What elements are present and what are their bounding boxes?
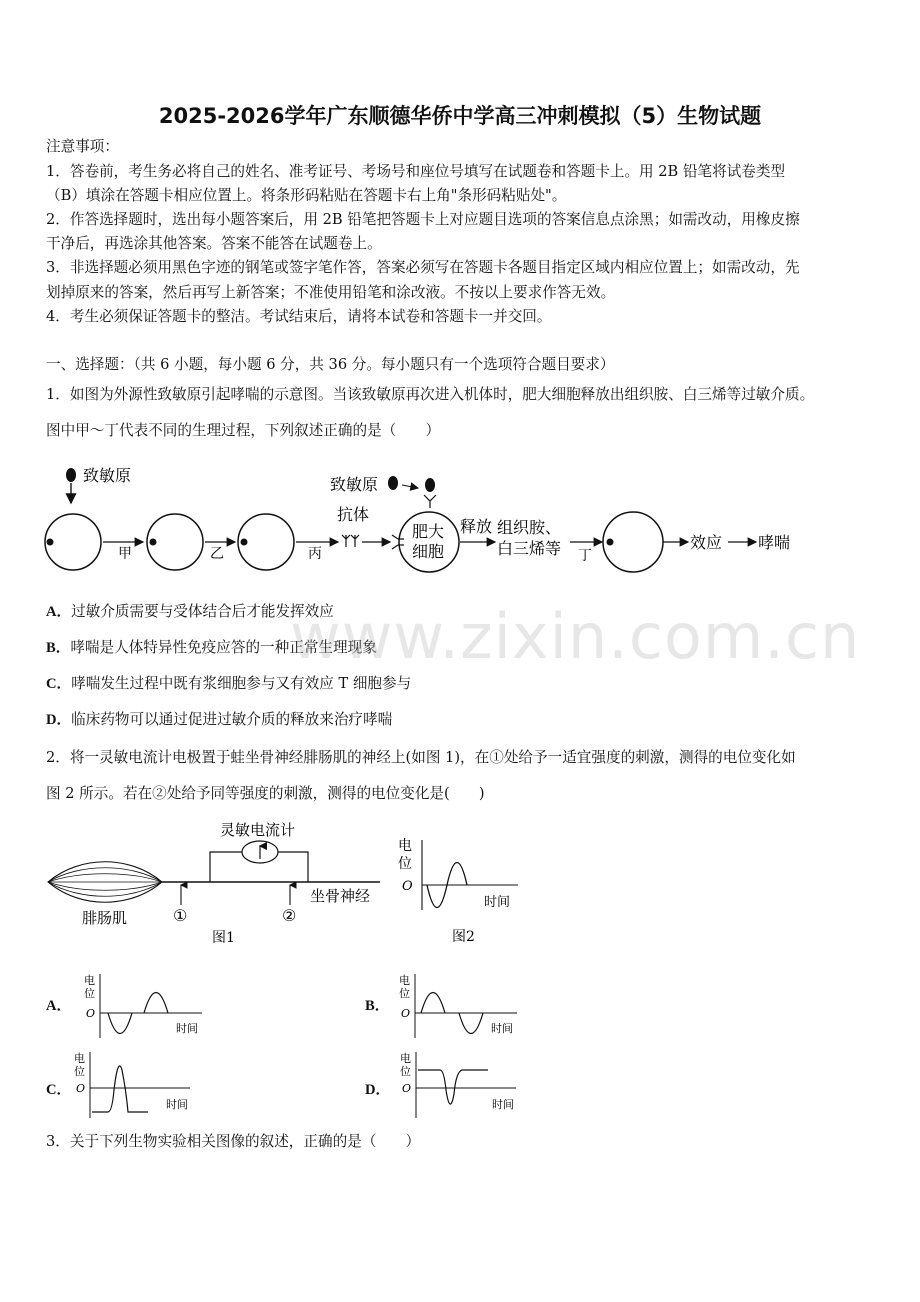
y-axis-label: 位 xyxy=(400,1065,411,1078)
notice-line: 干净后，再选涂其他答案。答案不能答在试题卷上。 xyxy=(46,235,382,252)
option-letter: B． xyxy=(365,998,390,1014)
point-2-label: ② xyxy=(282,906,297,925)
option-text: 哮喘发生过程中既有浆细胞参与又有效应 T 细胞参与 xyxy=(71,675,412,692)
release-label: 释放 xyxy=(460,517,493,536)
notice-line: 3．非选择题必须用黑色字迹的钢笔或签字笔作答，答案必须写在答题卡各题目指定区域内相应位置上；如需改动，先 xyxy=(46,259,800,276)
option-d[interactable] xyxy=(46,710,392,730)
notice-line: 2．作答选择题时，选出每小题答案后，用 2B 铅笔把答题卡上对应题目选项的答案信息点涂黑；如需改动，用橡皮擦 xyxy=(46,211,800,228)
origin-label: O xyxy=(401,1007,411,1020)
allergen-dot xyxy=(66,468,76,482)
option-letter: D． xyxy=(46,712,72,728)
step-jia-label: 甲 xyxy=(118,546,132,562)
mediator-label: 组织胺、 xyxy=(497,518,562,537)
option-b-graph xyxy=(395,970,525,1040)
watermark: www.zixin.com.cn xyxy=(290,600,861,673)
notice-line: 1．答卷前，考生务必将自己的姓名、准考证号、考场号和座位号填写在试题卷和答题卡上。用 2B 铅笔将试卷类型 xyxy=(46,163,786,180)
nerve-label: 坐骨神经 xyxy=(310,887,371,905)
option-d-graph xyxy=(398,1050,528,1120)
x-axis-label: 时间 xyxy=(176,1022,198,1035)
y-axis-label: 位 xyxy=(399,987,410,1000)
figure-1-caption: 图1 xyxy=(212,930,235,946)
option-letter: D． xyxy=(365,1082,391,1098)
receptor-icon xyxy=(392,535,404,549)
y-axis-label: 电 xyxy=(74,1052,85,1065)
figure-2-caption: 图2 xyxy=(452,929,475,945)
y-axis-label: 电 xyxy=(399,974,410,987)
notice-line: 4．考生必须保证答题卡的整洁。考试结束后，请将本试卷和答题卡一并交回。 xyxy=(46,308,552,325)
meter-label: 灵敏电流计 xyxy=(220,821,296,839)
nerve-muscle-figure xyxy=(40,815,390,950)
allergen-dot xyxy=(388,476,398,490)
y-axis-label: 电 xyxy=(400,1052,411,1065)
origin-label: O xyxy=(402,879,413,894)
mast-cell-label: 肥大 xyxy=(412,522,445,541)
muscle-label: 腓肠肌 xyxy=(82,909,128,927)
notice-heading: 注意事项： xyxy=(46,138,119,155)
allergen-label: 致敏原 xyxy=(83,466,132,485)
option-letter: C． xyxy=(46,1082,72,1098)
section-heading: 一、选择题：（共 6 小题，每小题 6 分，共 36 分。每小题只有一个选项符合题目要求） xyxy=(46,356,615,373)
potential-figure-2 xyxy=(390,830,530,950)
question-2-stem: 图 2 所示。若在②处给予同等强度的刺激，测得的电位变化是( ) xyxy=(46,785,485,802)
question-2-stem: 2．将一灵敏电流计电极置于蛙坐骨神经腓肠肌的神经上(如图 1)，在①处给予一适宜强度的刺激，测得的电位变化如 xyxy=(46,749,796,766)
y-axis-label: 电 xyxy=(84,974,95,987)
allergy-pathway-diagram xyxy=(40,455,820,585)
notice-line: 划掉原来的答案，然后再写上新答案；不准使用铅笔和涂改液。不按以上要求作答无效。 xyxy=(46,284,616,301)
option-c-graph xyxy=(72,1050,202,1120)
question-1-stem: 图中甲～丁代表不同的生理过程，下列叙述正确的是（ ） xyxy=(46,422,441,439)
option-letter: C． xyxy=(46,676,72,692)
asthma-label: 哮喘 xyxy=(758,533,791,552)
y-axis-label: 位 xyxy=(74,1065,85,1078)
step-bing-label: 丙 xyxy=(308,546,322,562)
x-axis-label: 时间 xyxy=(491,1022,513,1035)
page-title: 2025-2026学年广东顺德华侨中学高三冲刺模拟（5）生物试题 xyxy=(158,104,762,128)
option-b[interactable] xyxy=(365,996,389,1016)
y-axis-label: 位 xyxy=(84,987,95,1000)
option-a-graph xyxy=(80,970,210,1040)
question-3-stem: 3．关于下列生物实验相关图像的叙述，正确的是（ ） xyxy=(46,1133,421,1150)
option-letter: B． xyxy=(46,640,71,656)
notice-line: （B）填涂在答题卡相应位置上。将条形码粘贴在答题卡右上角"条形码粘贴处"。 xyxy=(46,187,567,204)
x-axis-label: 时间 xyxy=(166,1098,188,1111)
x-axis-label: 时间 xyxy=(492,1098,514,1111)
question-1-stem: 1．如图为外源性致敏原引起哮喘的示意图。当该致敏原再次进入机体时，肥大细胞释放出组织胺、白三烯等过敏介质。 xyxy=(46,386,815,403)
step-ding-label: 丁 xyxy=(578,548,592,564)
mediator-label: 白三烯等 xyxy=(497,539,562,558)
antibody-label: 抗体 xyxy=(337,505,370,524)
option-text: 哮喘是人体特异性免疫应答的一种正常生理现象 xyxy=(70,639,377,656)
option-letter: A． xyxy=(46,604,72,620)
origin-label: O xyxy=(402,1082,412,1095)
option-text: 临床药物可以通过促进过敏介质的释放来治疗哮喘 xyxy=(71,711,393,728)
y-axis-label: 电 xyxy=(398,838,412,854)
antibody-icon xyxy=(342,535,359,547)
option-c[interactable] xyxy=(46,1080,71,1100)
mast-cell-label: 细胞 xyxy=(412,542,445,561)
point-1-label: ① xyxy=(173,906,188,925)
option-c[interactable] xyxy=(46,674,411,694)
step-yi-label: 乙 xyxy=(210,546,224,562)
option-d[interactable] xyxy=(365,1080,390,1100)
origin-label: O xyxy=(76,1082,86,1095)
effect-label: 效应 xyxy=(690,533,723,552)
x-axis-label: 时间 xyxy=(484,895,511,910)
option-letter: A． xyxy=(46,998,72,1014)
allergen-dot xyxy=(425,478,435,492)
option-a[interactable] xyxy=(46,996,71,1016)
option-text: 过敏介质需要与受体结合后才能发挥效应 xyxy=(71,603,334,620)
y-axis-label: 位 xyxy=(398,856,412,872)
origin-label: O xyxy=(86,1007,96,1020)
allergen-label: 致敏原 xyxy=(330,475,379,494)
